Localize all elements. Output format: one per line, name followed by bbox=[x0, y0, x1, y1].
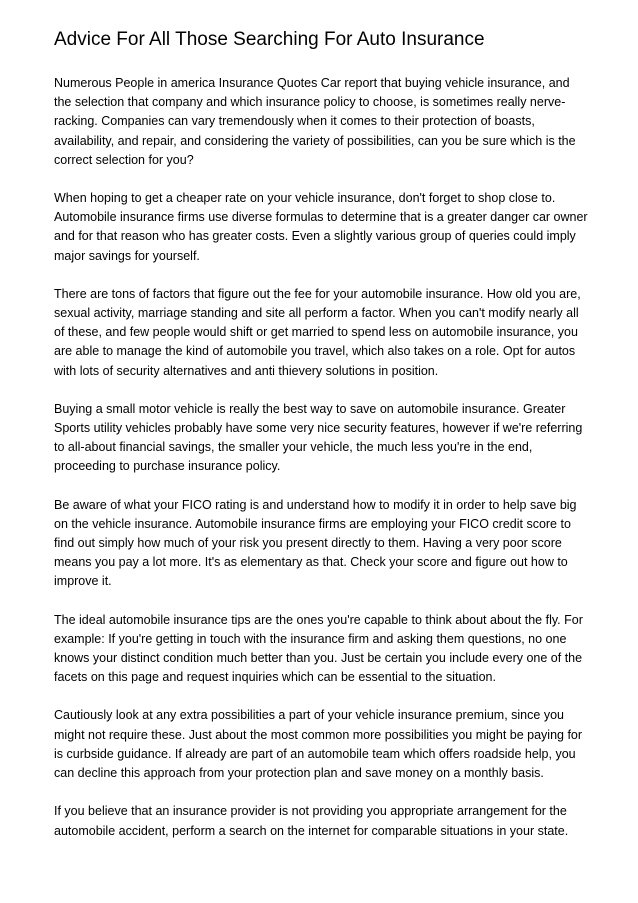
paragraph-7: Cautiously look at any extra possibilities a part of your vehicle insurance premium, since you might not require these. Just about the most common more possibilities you might be paying for is curbside guidance. If already are part of an automobile team which offers roadside help, you can decline this approach from your protection plan and save money on a monthly basis. bbox=[54, 708, 583, 781]
paragraph-2: When hoping to get a cheaper rate on your vehicle insurance, don't forget to shop close to. Automobile insurance firms use diverse formulas to determine that is a greater danger car owner and for that reason who has greater costs. Even a slightly various group of queries could imply major savings for yourself. bbox=[54, 191, 588, 263]
paragraph-5: Be aware of what your FICO rating is and understand how to modify it in order to help save big on the vehicle insurance. Automobile insurance firms are employing your FICO credit score to find out simply how much of your risk you present directly to them. Having a very poor score means you pay a lot more. It's as elementary as that. Check your score and figure out how to improve it. bbox=[54, 497, 577, 589]
paragraph-4: Buying a small motor vehicle is really the best way to save on automobile insurance. Greater Sports utility vehicles probably have some very nice security features, however if we're referring to all-about financial savings, the smaller your vehicle, the much less you're in the end, proceeding to purchase insurance policy. bbox=[54, 401, 583, 474]
paragraph-3: There are tons of factors that figure out the fee for your automobile insurance. How old you are, sexual activity, marriage standing and site all perform a factor. When you can't modify nearly all of these, and few people would shift or get married to spend less on automobile insurance, you are able to manage the kind of automobile you travel, which also takes on a role. Opt for autos with lots of security alternatives and anti thievery solutions in position. bbox=[54, 286, 581, 378]
paragraph-6: The ideal automobile insurance tips are the ones you're capable to think about about the fly. For example: If you're getting in touch with the insurance firm and asking them questions, no one knows your distinct condition much better than you. Just be certain you include every one of the facets on this page and request inquiries which can be essential to the situation. bbox=[54, 612, 583, 685]
paragraph-1: Numerous People in america Insurance Quotes Car report that buying vehicle insurance, and the selection that company and which insurance policy to choose, is sometimes really nerve-racking. Companies can vary tremendously when it comes to their protection of boasts, availability, and repair, and considering the variety of possibilities, can you be sure which is the correct selection for you? bbox=[54, 76, 576, 167]
page-title: Advice For All Those Searching For Auto Insurance bbox=[54, 29, 485, 50]
paragraph-8: If you believe that an insurance provider is not providing you appropriate arrangement for the automobile accident, perform a search on the internet for comparable situations in your state. bbox=[54, 804, 569, 838]
